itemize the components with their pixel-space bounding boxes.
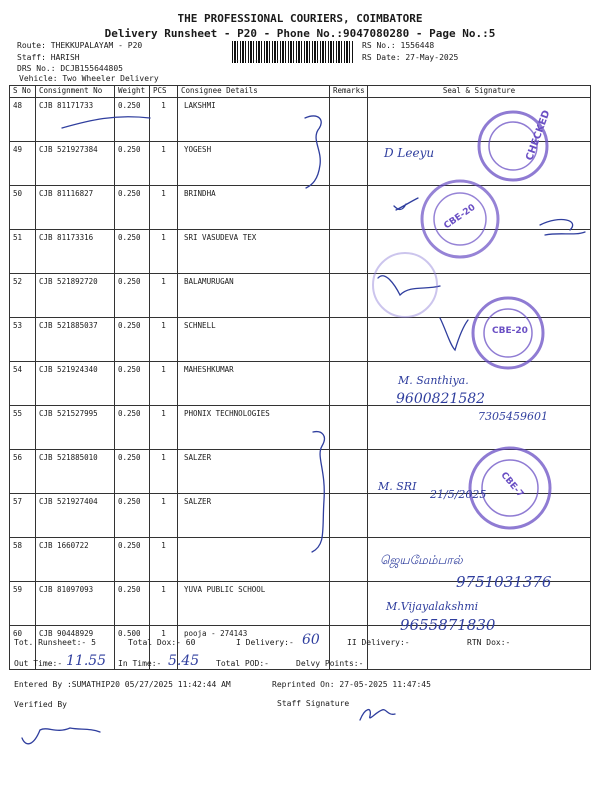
pcs-cell: 1 [150, 274, 178, 318]
bracket-56-59 [312, 432, 324, 552]
vehicle-label: Vehicle: Two Wheeler Delivery [19, 74, 159, 83]
sno-cell: 53 [10, 318, 36, 362]
hand-phone-55a: 9600821582 [396, 391, 486, 407]
sig-57: M. SRI [378, 480, 417, 493]
sno-cell: 55 [10, 406, 36, 450]
consignment-cell: CJB 521885010 [36, 450, 115, 494]
consignee-cell: PHONIX TECHNOLOGIES [178, 406, 330, 450]
scribble-52 [378, 276, 440, 295]
consignee-cell: LAKSHMI [178, 98, 330, 142]
out-time-hand: 11.55 [66, 653, 107, 669]
drs-label: DRS No.: DCJB155644805 [17, 64, 123, 73]
pcs-cell: 1 [150, 362, 178, 406]
sno-cell: 56 [10, 450, 36, 494]
sno-cell: 57 [10, 494, 36, 538]
pcs-cell: 1 [150, 230, 178, 274]
consignment-cell: CJB 521892720 [36, 274, 115, 318]
pcs-cell: 1 [150, 494, 178, 538]
in-time-hand: 5.45 [168, 653, 200, 669]
consignment-cell: CJB 521924340 [36, 362, 115, 406]
route-label: Route: THEKKUPALAYAM - P20 [17, 41, 143, 50]
col-sno: S No [10, 86, 36, 98]
rs-no-label: RS No.: 1556448 [362, 41, 435, 50]
hand-name-55: M. Santhiya. [398, 374, 469, 387]
col-seal: Seal & Signature [368, 86, 591, 98]
pcs-cell: 1 [150, 186, 178, 230]
consignment-cell: CJB 81116827 [36, 186, 115, 230]
weight-cell: 0.250 [115, 98, 150, 142]
weight-cell: 0.250 [115, 142, 150, 186]
col-pcs: PCS [150, 86, 178, 98]
rs-date-label: RS Date: 27-May-2025 [362, 53, 459, 62]
consignee-cell: MAHESHKUMAR [178, 362, 330, 406]
pcs-cell: 1 [150, 538, 178, 582]
weight-cell: 0.250 [115, 186, 150, 230]
delvy-points: Delvy Points:- [296, 659, 364, 668]
pcs-cell: 1 [150, 142, 178, 186]
stamp-salzer-text: CBE-7 [498, 470, 526, 500]
consignee-cell: SALZER [178, 494, 330, 538]
hand-name-60: M.Vijayalakshmi [386, 600, 479, 613]
weight-cell: 0.250 [115, 582, 150, 626]
consignee-cell: pooja - 274143 [178, 626, 330, 670]
weight-cell: 0.250 [115, 494, 150, 538]
pcs-cell: 1 [150, 582, 178, 626]
i-delivery: I Delivery:- [236, 638, 294, 647]
consignee-cell: BRINDHA [178, 186, 330, 230]
rtn-dox: RTN Dox:- [467, 638, 511, 647]
consignment-cell: CJB 81097093 [36, 582, 115, 626]
tot-runsheet: Tot. Runsheet:- 5 [14, 638, 96, 647]
consignment-cell: CJB 521885037 [36, 318, 115, 362]
consignment-cell: CJB 521527995 [36, 406, 115, 450]
consignee-cell: SALZER [178, 450, 330, 494]
reprinted-on: Reprinted On: 27-05-2025 11:47:45 [272, 680, 431, 689]
verified-by-label: Verified By [14, 700, 67, 709]
pcs-cell: 1 [150, 406, 178, 450]
entered-by: Entered By :SUMATHIP20 05/27/2025 11:42:44 AM [14, 680, 231, 689]
weight-cell: 0.250 [115, 274, 150, 318]
runsheet-subtitle: Delivery Runsheet - P20 - Phone No.:9047080280 - Page No.:5 [104, 27, 496, 40]
sno-cell: 60 [10, 626, 36, 670]
consignment-cell: CJB 521927404 [36, 494, 115, 538]
consignee-cell: BALAMURUGAN [178, 274, 330, 318]
ii-delivery: II Delivery:- [347, 638, 410, 647]
pcs-cell: 1 [150, 318, 178, 362]
col-weight: Weight [115, 86, 150, 98]
sno-cell: 54 [10, 362, 36, 406]
consignee-cell: YUVA PUBLIC SCHOOL [178, 582, 330, 626]
scribble-51 [540, 220, 585, 235]
sno-cell: 48 [10, 98, 36, 142]
sno-cell: 51 [10, 230, 36, 274]
staff-sign [360, 710, 395, 720]
i-delivery-hand: 60 [302, 632, 320, 648]
pcs-cell: 1 [150, 98, 178, 142]
stamp-faint [373, 253, 437, 317]
in-time: In Time:- [118, 659, 162, 668]
weight-cell: 0.500 [115, 626, 150, 670]
hand-phone-59: 9751031376 [456, 573, 552, 591]
hand-phone-55b: 7305459601 [478, 410, 548, 423]
total-pod: Total POD:- [216, 659, 269, 668]
out-time: Out Time:- [14, 659, 63, 668]
weight-cell: 0.250 [115, 406, 150, 450]
weight-cell: 0.250 [115, 230, 150, 274]
consignment-cell: CJB 90448929 [36, 626, 115, 670]
weight-cell: 0.250 [115, 450, 150, 494]
sig-49: D Leeyu [384, 146, 435, 160]
total-dox: Total Dox:- 60 [128, 638, 196, 647]
weight-cell: 0.250 [115, 318, 150, 362]
consignee-cell: SCHNELL [178, 318, 330, 362]
staff-label: Staff: HARISH [17, 53, 80, 62]
weight-cell: 0.250 [115, 538, 150, 582]
consignment-cell: CJB 1660722 [36, 538, 115, 582]
staff-signature-label: Staff Signature [277, 699, 350, 708]
stamp-cbe20-text: CBE-20 [442, 202, 478, 232]
pcs-cell: 1 [150, 450, 178, 494]
col-consignment: Consignment No [36, 86, 115, 98]
weight-cell: 0.250 [115, 362, 150, 406]
pcs-cell: 1 [150, 626, 178, 670]
hand-phone-60: 9655871830 [400, 616, 496, 634]
sno-cell: 50 [10, 186, 36, 230]
stamp-schnell-text: CBE-20 [492, 326, 528, 336]
consignee-cell: SRI VASUDEVA TEX [178, 230, 330, 274]
sno-cell: 49 [10, 142, 36, 186]
consignment-cell: CJB 81171733 [36, 98, 115, 142]
scribble-53 [440, 318, 468, 350]
sno-cell: 58 [10, 538, 36, 582]
col-consignee: Consignee Details [178, 86, 330, 98]
tick-50 [394, 198, 418, 210]
bracket-48-52 [305, 116, 321, 188]
tick-48 [62, 117, 150, 128]
sno-cell: 59 [10, 582, 36, 626]
consignment-cell: CJB 521927384 [36, 142, 115, 186]
verified-sign [22, 728, 100, 744]
hand-date-57: 21/5/2025 [430, 488, 487, 501]
company-title: THE PROFESSIONAL COURIERS, COIMBATORE [177, 12, 423, 25]
hand-name-59: ஜெயமேம்பால் [380, 553, 463, 567]
sno-cell: 52 [10, 274, 36, 318]
stamp-checked-text: CHECKED [524, 108, 553, 163]
col-remarks: Remarks [330, 86, 368, 98]
consignee-cell: YOGESH [178, 142, 330, 186]
consignment-cell: CJB 81173316 [36, 230, 115, 274]
